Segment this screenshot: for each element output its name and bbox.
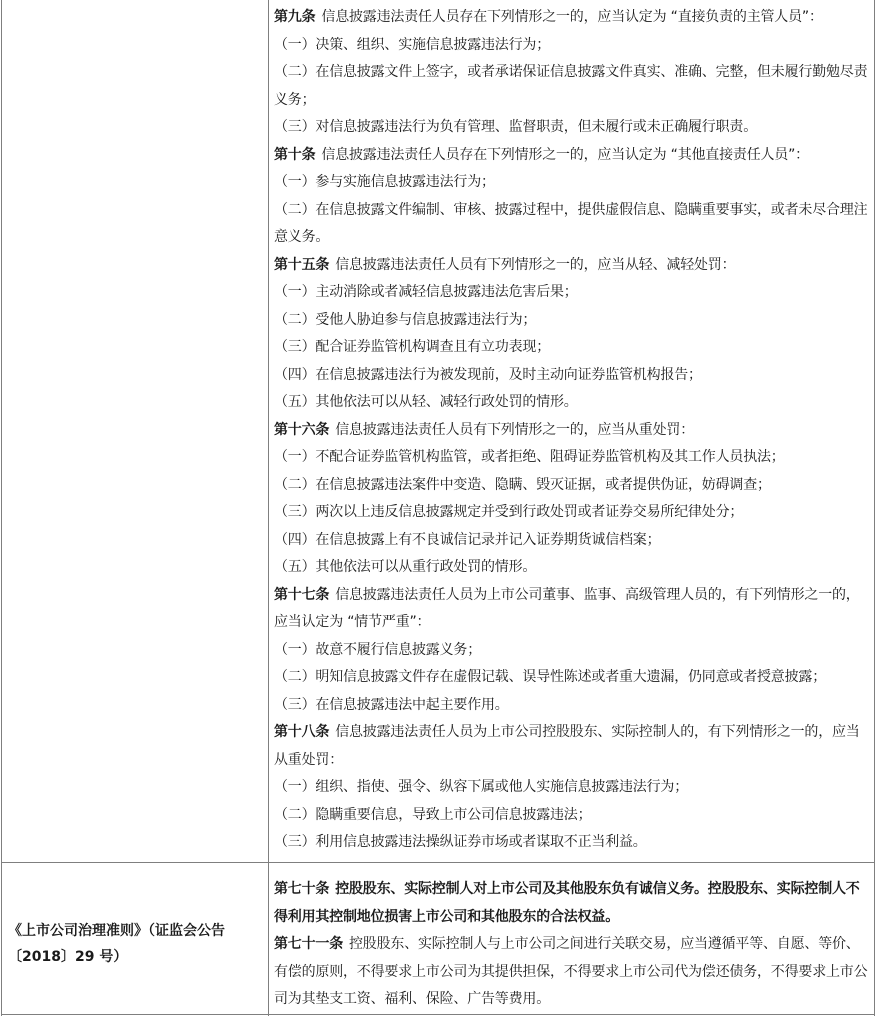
clause-item <box>274 59 872 114</box>
clause-item <box>274 334 872 362</box>
clause-item <box>274 554 872 582</box>
provision-text: 控股股东、实际控制人对上市公司及其他股东负有诚信义务。控股股东、实际控制人不得利用其控制地位损害上市公司和其他股东的合法权益。 <box>274 881 860 925</box>
provision-text: （二）隐瞒重要信息，导致上市公司信息披露违法； <box>274 806 592 823</box>
provision-text: （五）其他依法可以从重行政处罚的情形。 <box>274 559 537 575</box>
article-number: 第十七条 <box>274 586 330 603</box>
provision-text: （四）在信息披露违法行为被发现前，及时主动向证券监管机构报告； <box>274 366 702 383</box>
article-paragraph <box>274 417 872 445</box>
provision-text: （一）不配合证券监管机构监管，或者拒绝、阻碍证券监管机构及其工作人员执法； <box>274 449 785 465</box>
clause-item <box>274 307 872 335</box>
provision-text: 信息披露违法责任人员有下列情形之一的，应当从轻、减轻处罚： <box>335 256 736 273</box>
article-paragraph <box>274 142 872 170</box>
provision-text: （二）在信息披露违法案件中变造、隐瞒、毁灭证据，或者提供伪证，妨碍调查； <box>274 476 771 493</box>
clause-item <box>274 499 872 527</box>
clause-item <box>274 692 872 720</box>
article-number: 第十五条 <box>274 256 330 273</box>
provision-text: （三）配合证券监管机构调查且有立功表现； <box>274 339 550 355</box>
provision-text: 控股股东、实际控制人与上市公司之间进行关联交易，应当遵循平等、自愿、等价、有偿的原则，不得要求上市公司为其提供担保，不得要求上市公司代为偿还债务，不得要求上市公司为其垫支工资、福利、保险、广告等费用。 <box>274 936 868 1007</box>
provision-text: （二）受他人胁迫参与信息披露违法行为； <box>274 311 537 328</box>
provisions-cell <box>274 4 872 857</box>
clause-item <box>274 197 872 252</box>
article-number: 第九条 <box>274 9 316 25</box>
provision-text: （一）故意不履行信息披露义务； <box>274 641 481 658</box>
provision-text: 信息披露违法责任人员为上市公司控股股东、实际控制人的，有下列情形之一的，应当从重处罚： <box>274 724 860 768</box>
article-paragraph <box>274 719 872 774</box>
column-divider <box>268 0 269 1016</box>
clause-item <box>274 389 872 417</box>
article-number: 第七十一条 <box>274 936 343 952</box>
article-number: 第十八条 <box>274 724 330 740</box>
article-number: 第十条 <box>274 146 316 163</box>
clause-item <box>274 527 872 555</box>
clause-item <box>274 362 872 390</box>
clause-item <box>274 802 872 830</box>
clause-item <box>274 829 872 857</box>
provision-text: 信息披露违法责任人员为上市公司董事、监事、高级管理人员的，有下列情形之一的，应当认定为 “情节严重”： <box>274 586 860 630</box>
clause-item <box>274 169 872 197</box>
source-document-title: 《上市公司治理准则》（证监会公告〔2018〕29 号） <box>8 923 225 965</box>
table-border-bottom <box>1 1014 875 1015</box>
provision-text: 信息披露违法责任人员存在下列情形之一的，应当认定为 “其他直接责任人员”： <box>321 146 809 163</box>
row-divider <box>1 862 875 863</box>
article-paragraph <box>274 252 872 280</box>
article-number: 第七十条 <box>274 881 330 897</box>
table-border-right <box>874 0 875 1016</box>
clause-item <box>274 444 872 472</box>
provision-text: （一）决策、组织、实施信息披露违法行为； <box>274 36 550 53</box>
provision-text: （一）主动消除或者减轻信息披露违法危害后果； <box>274 284 578 300</box>
provision-text: 信息披露违法责任人员存在下列情形之一的，应当认定为 “直接负责的主管人员”： <box>321 9 823 25</box>
article-paragraph <box>274 876 872 931</box>
clause-item <box>274 664 872 692</box>
provision-text: （一）参与实施信息披露违法行为； <box>274 174 495 190</box>
clause-item <box>274 32 872 60</box>
provision-text: （三）对信息披露违法行为负有管理、监督职责，但未履行或未正确履行职责。 <box>274 119 757 135</box>
table-border-left <box>1 0 2 1016</box>
provision-text: （五）其他依法可以从轻、减轻行政处罚的情形。 <box>274 394 578 410</box>
article-paragraph <box>274 931 872 1014</box>
provision-text: （二）明知信息披露文件存在虚假记载、误导性陈述或者重大遗漏，仍同意或者授意披露； <box>274 669 826 685</box>
provision-text: （二）在信息披露文件编制、审核、披露过程中，提供虚假信息、隐瞒重要事实，或者未尽合理注意义务。 <box>274 201 868 245</box>
governance-provisions-cell <box>274 876 872 1014</box>
clause-item <box>274 774 872 802</box>
provision-text: （二）在信息披露文件上签字，或者承诺保证信息披露文件真实、准确、完整，但未履行勤勉尽责义务； <box>274 64 868 108</box>
article-number: 第十六条 <box>274 421 330 438</box>
clause-item <box>274 637 872 665</box>
provision-text: （三）在信息披露违法中起主要作用。 <box>274 696 509 713</box>
provision-text: （四）在信息披露上有不良诚信记录并记入证券期货诚信档案； <box>274 531 661 548</box>
provision-text: （一）组织、指使、强令、纵容下属或他人实施信息披露违法行为； <box>274 779 688 795</box>
clause-item <box>274 114 872 142</box>
article-paragraph <box>274 4 872 32</box>
provision-text: 信息披露违法责任人员有下列情形之一的，应当从重处罚： <box>335 421 695 438</box>
article-paragraph <box>274 582 872 637</box>
clause-item <box>274 472 872 500</box>
clause-item <box>274 279 872 307</box>
provision-text: （三）利用信息披露违法操纵证券市场或者谋取不正当利益。 <box>274 834 647 850</box>
provision-text: （三）两次以上违反信息披露规定并受到行政处罚或者证券交易所纪律处分； <box>274 504 744 520</box>
